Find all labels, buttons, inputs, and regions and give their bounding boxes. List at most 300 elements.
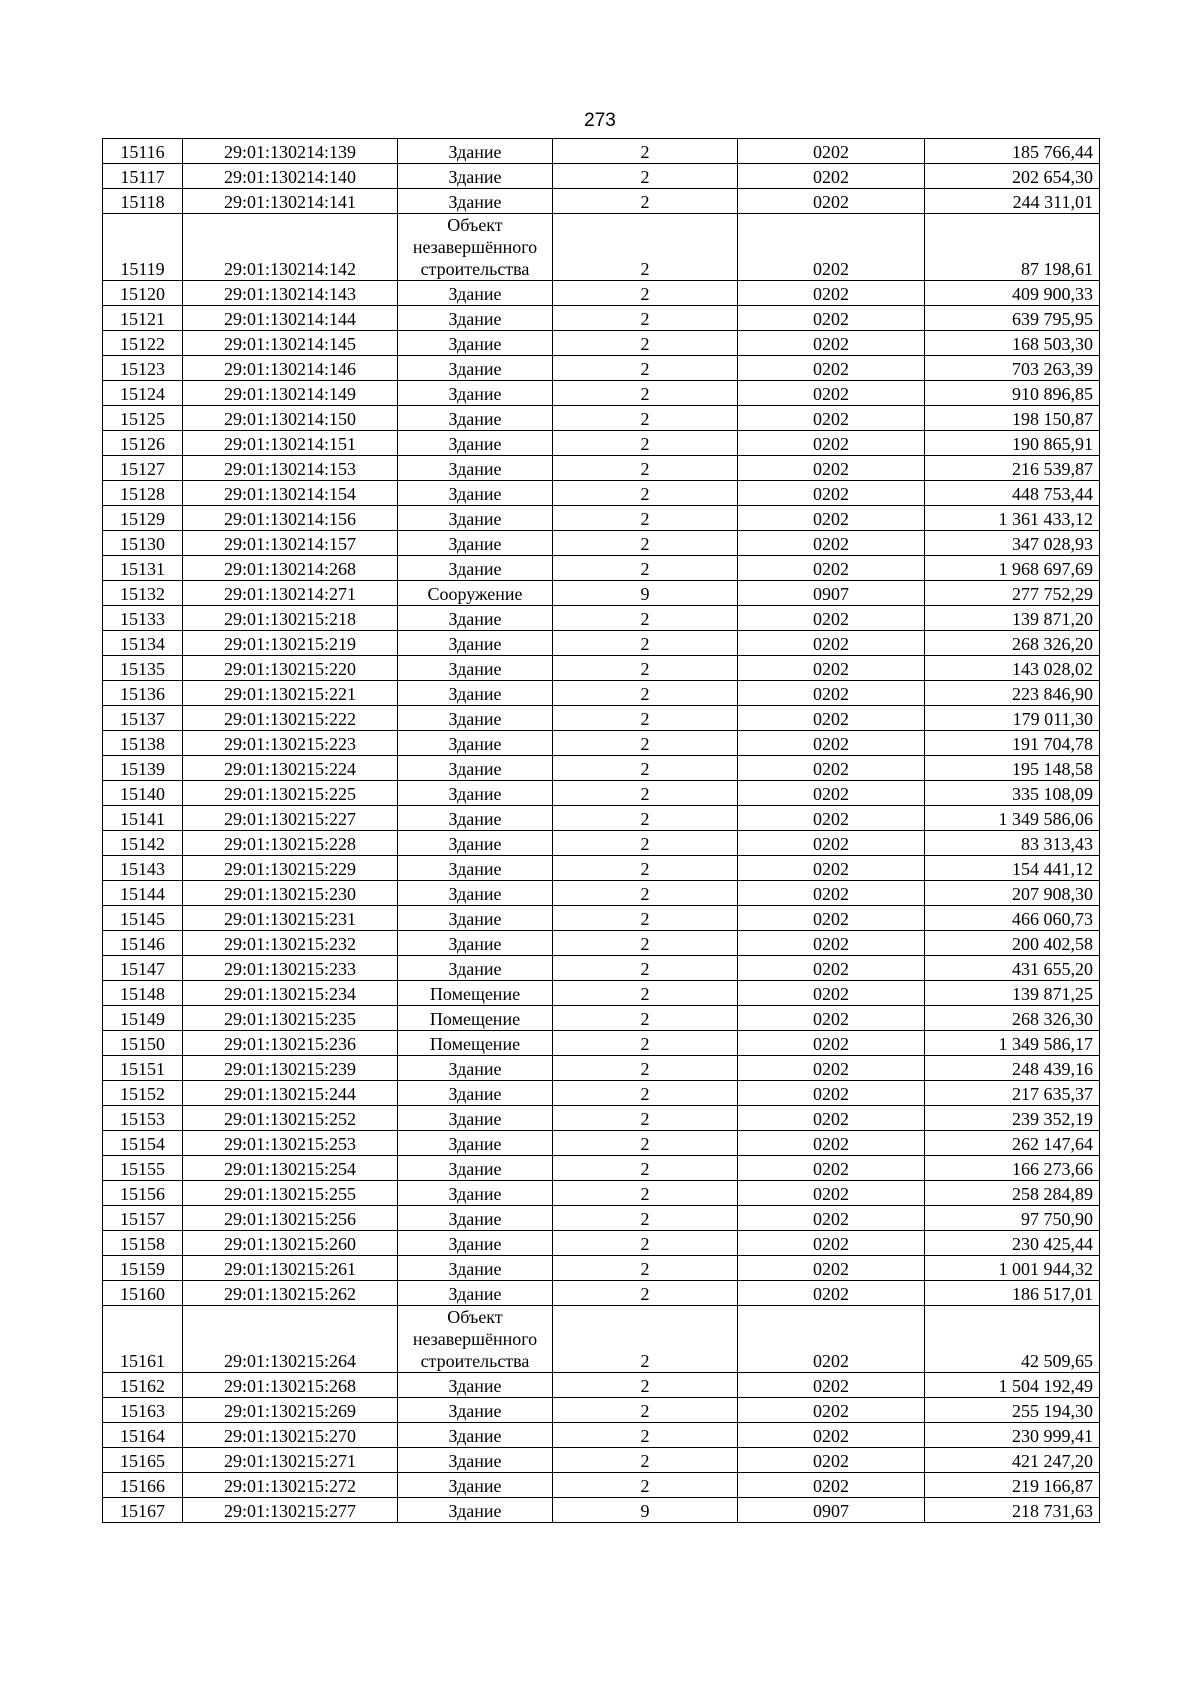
row-number: 15166 [103, 1473, 183, 1498]
object-type: Здание [398, 381, 553, 406]
cadastral-value: 248 439,16 [925, 1056, 1100, 1081]
cadastral-value: 42 509,65 [925, 1306, 1100, 1373]
subgroup-code: 0202 [738, 1131, 925, 1156]
cadastral-value: 431 655,20 [925, 956, 1100, 981]
cadastral-value: 1 968 697,69 [925, 556, 1100, 581]
table-row [103, 1448, 1100, 1473]
subgroup-code: 0202 [738, 556, 925, 581]
row-number: 15137 [103, 706, 183, 731]
cadastral-value: 219 166,87 [925, 1473, 1100, 1498]
object-type: Здание [398, 656, 553, 681]
table-row [103, 756, 1100, 781]
cadastral-number: 29:01:130215:252 [183, 1106, 398, 1131]
table-row [103, 1373, 1100, 1398]
subgroup-code: 0202 [738, 731, 925, 756]
row-number: 15161 [103, 1306, 183, 1373]
row-number: 15150 [103, 1031, 183, 1056]
cadastral-number: 29:01:130215:256 [183, 1206, 398, 1231]
row-number: 15149 [103, 1006, 183, 1031]
cadastral-number: 29:01:130214:145 [183, 331, 398, 356]
row-number: 15157 [103, 1206, 183, 1231]
table-row [103, 931, 1100, 956]
cadastral-value: 639 795,95 [925, 306, 1100, 331]
cadastral-value: 230 999,41 [925, 1423, 1100, 1448]
table-row [103, 556, 1100, 581]
row-number: 15151 [103, 1056, 183, 1081]
subgroup-code: 0202 [738, 1423, 925, 1448]
object-type: Здание [398, 1056, 553, 1081]
object-type: Здание [398, 431, 553, 456]
group-code: 2 [553, 456, 738, 481]
object-type: Здание [398, 356, 553, 381]
subgroup-code: 0202 [738, 1398, 925, 1423]
row-number: 15141 [103, 806, 183, 831]
cadastral-value: 97 750,90 [925, 1206, 1100, 1231]
group-code: 2 [553, 431, 738, 456]
subgroup-code: 0202 [738, 331, 925, 356]
table-row [103, 331, 1100, 356]
subgroup-code: 0202 [738, 406, 925, 431]
group-code: 2 [553, 931, 738, 956]
group-code: 2 [553, 1231, 738, 1256]
table-row [103, 431, 1100, 456]
object-type: Здание [398, 139, 553, 164]
group-code: 2 [553, 556, 738, 581]
table-body [103, 139, 1100, 1523]
row-number: 15167 [103, 1498, 183, 1523]
table-row [103, 1206, 1100, 1231]
row-number: 15156 [103, 1181, 183, 1206]
subgroup-code: 0202 [738, 656, 925, 681]
table-row [103, 1473, 1100, 1498]
subgroup-code: 0202 [738, 1448, 925, 1473]
row-number: 15140 [103, 781, 183, 806]
subgroup-code: 0907 [738, 581, 925, 606]
subgroup-code: 0202 [738, 1081, 925, 1106]
cadastral-value: 703 263,39 [925, 356, 1100, 381]
row-number: 15158 [103, 1231, 183, 1256]
table-row [103, 1281, 1100, 1306]
row-number: 15142 [103, 831, 183, 856]
subgroup-code: 0202 [738, 1031, 925, 1056]
row-number: 15165 [103, 1448, 183, 1473]
table-row [103, 956, 1100, 981]
group-code: 9 [553, 581, 738, 606]
cadastral-value: 139 871,20 [925, 606, 1100, 631]
cadastral-value: 168 503,30 [925, 331, 1100, 356]
group-code: 2 [553, 1423, 738, 1448]
cadastral-number: 29:01:130215:262 [183, 1281, 398, 1306]
row-number: 15153 [103, 1106, 183, 1131]
cadastral-number: 29:01:130215:239 [183, 1056, 398, 1081]
cadastral-number: 29:01:130215:225 [183, 781, 398, 806]
cadastral-number: 29:01:130215:253 [183, 1131, 398, 1156]
cadastral-number: 29:01:130214:143 [183, 281, 398, 306]
subgroup-code: 0202 [738, 1206, 925, 1231]
group-code: 2 [553, 1006, 738, 1031]
cadastral-number: 29:01:130214:268 [183, 556, 398, 581]
subgroup-code: 0202 [738, 806, 925, 831]
cadastral-number: 29:01:130214:151 [183, 431, 398, 456]
cadastral-number: 29:01:130215:271 [183, 1448, 398, 1473]
object-type: Здание [398, 1373, 553, 1398]
table-row [103, 1398, 1100, 1423]
table-row [103, 631, 1100, 656]
table-row [103, 681, 1100, 706]
table-row [103, 981, 1100, 1006]
subgroup-code: 0202 [738, 1373, 925, 1398]
row-number: 15132 [103, 581, 183, 606]
subgroup-code: 0202 [738, 164, 925, 189]
object-type: Помещение [398, 1006, 553, 1031]
cadastral-number: 29:01:130214:157 [183, 531, 398, 556]
object-type: Здание [398, 681, 553, 706]
subgroup-code: 0202 [738, 956, 925, 981]
object-type: Объект незавершённого строительства [398, 214, 553, 281]
row-number: 15144 [103, 881, 183, 906]
object-type: Здание [398, 281, 553, 306]
cadastral-value: 185 766,44 [925, 139, 1100, 164]
cadastral-value: 166 273,66 [925, 1156, 1100, 1181]
cadastral-number: 29:01:130214:271 [183, 581, 398, 606]
subgroup-code: 0202 [738, 981, 925, 1006]
object-type: Здание [398, 706, 553, 731]
cadastral-number: 29:01:130214:156 [183, 506, 398, 531]
cadastral-number: 29:01:130215:219 [183, 631, 398, 656]
table-row [103, 1231, 1100, 1256]
cadastral-number: 29:01:130215:218 [183, 606, 398, 631]
group-code: 2 [553, 831, 738, 856]
group-code: 2 [553, 706, 738, 731]
object-type: Здание [398, 831, 553, 856]
row-number: 15129 [103, 506, 183, 531]
cadastral-value: 223 846,90 [925, 681, 1100, 706]
row-number: 15116 [103, 139, 183, 164]
object-type: Здание [398, 1256, 553, 1281]
object-type: Здание [398, 481, 553, 506]
row-number: 15127 [103, 456, 183, 481]
table-row [103, 806, 1100, 831]
cadastral-number: 29:01:130215:223 [183, 731, 398, 756]
cadastral-number: 29:01:130215:220 [183, 656, 398, 681]
cadastral-number: 29:01:130214:150 [183, 406, 398, 431]
cadastral-value: 190 865,91 [925, 431, 1100, 456]
cadastral-number: 29:01:130215:255 [183, 1181, 398, 1206]
cadastral-number: 29:01:130215:268 [183, 1373, 398, 1398]
group-code: 2 [553, 281, 738, 306]
row-number: 15130 [103, 531, 183, 556]
group-code: 2 [553, 956, 738, 981]
cadastral-value: 1 349 586,06 [925, 806, 1100, 831]
table-row [103, 1423, 1100, 1448]
cadastral-number: 29:01:130214:140 [183, 164, 398, 189]
subgroup-code: 0202 [738, 1006, 925, 1031]
cadastral-value: 1 504 192,49 [925, 1373, 1100, 1398]
subgroup-code: 0202 [738, 1106, 925, 1131]
object-type: Здание [398, 1448, 553, 1473]
row-number: 15131 [103, 556, 183, 581]
cadastral-number: 29:01:130215:269 [183, 1398, 398, 1423]
page-number: 273 [584, 110, 616, 131]
cadastral-value: 200 402,58 [925, 931, 1100, 956]
table-row [103, 731, 1100, 756]
row-number: 15145 [103, 906, 183, 931]
cadastral-value: 277 752,29 [925, 581, 1100, 606]
row-number: 15143 [103, 856, 183, 881]
cadastral-number: 29:01:130215:227 [183, 806, 398, 831]
object-type: Здание [398, 1106, 553, 1131]
row-number: 15123 [103, 356, 183, 381]
subgroup-code: 0202 [738, 706, 925, 731]
subgroup-code: 0202 [738, 1256, 925, 1281]
cadastral-value: 186 517,01 [925, 1281, 1100, 1306]
group-code: 2 [553, 406, 738, 431]
cadastral-number: 29:01:130215:233 [183, 956, 398, 981]
group-code: 2 [553, 1156, 738, 1181]
subgroup-code: 0202 [738, 1056, 925, 1081]
object-type: Здание [398, 506, 553, 531]
group-code: 2 [553, 1106, 738, 1131]
table-row [103, 531, 1100, 556]
subgroup-code: 0202 [738, 456, 925, 481]
subgroup-code: 0202 [738, 1473, 925, 1498]
table-row [103, 1056, 1100, 1081]
object-type: Здание [398, 1398, 553, 1423]
object-type: Здание [398, 189, 553, 214]
object-type: Здание [398, 606, 553, 631]
cadastral-number: 29:01:130215:260 [183, 1231, 398, 1256]
subgroup-code: 0202 [738, 681, 925, 706]
group-code: 9 [553, 1498, 738, 1523]
group-code: 2 [553, 381, 738, 406]
cadastral-number: 29:01:130214:146 [183, 356, 398, 381]
cadastral-number: 29:01:130215:228 [183, 831, 398, 856]
cadastral-value: 262 147,64 [925, 1131, 1100, 1156]
group-code: 2 [553, 1206, 738, 1231]
cadastral-number: 29:01:130215:236 [183, 1031, 398, 1056]
subgroup-code: 0202 [738, 306, 925, 331]
cadastral-number: 29:01:130215:231 [183, 906, 398, 931]
row-number: 15136 [103, 681, 183, 706]
table-row [103, 1131, 1100, 1156]
subgroup-code: 0202 [738, 631, 925, 656]
cadastral-value: 448 753,44 [925, 481, 1100, 506]
group-code: 2 [553, 781, 738, 806]
cadastral-number: 29:01:130215:264 [183, 1306, 398, 1373]
cadastral-number: 29:01:130215:221 [183, 681, 398, 706]
row-number: 15138 [103, 731, 183, 756]
group-code: 2 [553, 656, 738, 681]
group-code: 2 [553, 1398, 738, 1423]
row-number: 15162 [103, 1373, 183, 1398]
object-type: Здание [398, 756, 553, 781]
group-code: 2 [553, 806, 738, 831]
row-number: 15147 [103, 956, 183, 981]
cadastral-number: 29:01:130215:222 [183, 706, 398, 731]
group-code: 2 [553, 731, 738, 756]
table-row [103, 139, 1100, 164]
cadastral-number: 29:01:130215:234 [183, 981, 398, 1006]
cadastral-value: 139 871,25 [925, 981, 1100, 1006]
subgroup-code: 0202 [738, 1281, 925, 1306]
object-type: Здание [398, 1131, 553, 1156]
cadastral-value: 198 150,87 [925, 406, 1100, 431]
object-type: Здание [398, 531, 553, 556]
table-row [103, 306, 1100, 331]
object-type: Здание [398, 781, 553, 806]
table-row [103, 214, 1100, 281]
cadastral-value: 347 028,93 [925, 531, 1100, 556]
group-code: 2 [553, 1256, 738, 1281]
row-number: 15133 [103, 606, 183, 631]
table-row [103, 406, 1100, 431]
group-code: 2 [553, 1131, 738, 1156]
table-row [103, 706, 1100, 731]
object-type: Здание [398, 1231, 553, 1256]
cadastral-value: 268 326,30 [925, 1006, 1100, 1031]
subgroup-code: 0202 [738, 139, 925, 164]
table-row [103, 581, 1100, 606]
object-type: Здание [398, 1081, 553, 1106]
table-row [103, 856, 1100, 881]
group-code: 2 [553, 1056, 738, 1081]
cadastral-value: 244 311,01 [925, 189, 1100, 214]
cadastral-value: 179 011,30 [925, 706, 1100, 731]
row-number: 15126 [103, 431, 183, 456]
cadastral-value: 1 001 944,32 [925, 1256, 1100, 1281]
table-row [103, 831, 1100, 856]
cadastral-value: 83 313,43 [925, 831, 1100, 856]
cadastral-value-table [102, 138, 1100, 1523]
cadastral-value: 409 900,33 [925, 281, 1100, 306]
cadastral-value: 202 654,30 [925, 164, 1100, 189]
cadastral-value: 268 326,20 [925, 631, 1100, 656]
table-row [103, 1256, 1100, 1281]
row-number: 15160 [103, 1281, 183, 1306]
table-row [103, 1306, 1100, 1373]
group-code: 2 [553, 506, 738, 531]
cadastral-value: 335 108,09 [925, 781, 1100, 806]
cadastral-number: 29:01:130214:141 [183, 189, 398, 214]
row-number: 15148 [103, 981, 183, 1006]
subgroup-code: 0907 [738, 1498, 925, 1523]
group-code: 2 [553, 881, 738, 906]
table-row [103, 881, 1100, 906]
object-type: Здание [398, 1473, 553, 1498]
cadastral-value: 143 028,02 [925, 656, 1100, 681]
row-number: 15163 [103, 1398, 183, 1423]
object-type: Здание [398, 164, 553, 189]
cadastral-number: 29:01:130215:232 [183, 931, 398, 956]
object-type: Здание [398, 1156, 553, 1181]
group-code: 2 [553, 1281, 738, 1306]
object-type: Помещение [398, 981, 553, 1006]
object-type: Здание [398, 456, 553, 481]
group-code: 2 [553, 164, 738, 189]
row-number: 15152 [103, 1081, 183, 1106]
subgroup-code: 0202 [738, 189, 925, 214]
group-code: 2 [553, 631, 738, 656]
object-type: Здание [398, 806, 553, 831]
table-row [103, 1031, 1100, 1056]
cadastral-number: 29:01:130214:149 [183, 381, 398, 406]
cadastral-value: 195 148,58 [925, 756, 1100, 781]
object-type: Здание [398, 631, 553, 656]
table-row [103, 381, 1100, 406]
cadastral-number: 29:01:130215:254 [183, 1156, 398, 1181]
group-code: 2 [553, 1373, 738, 1398]
subgroup-code: 0202 [738, 931, 925, 956]
group-code: 2 [553, 331, 738, 356]
table-row [103, 356, 1100, 381]
cadastral-value: 154 441,12 [925, 856, 1100, 881]
table-row [103, 1156, 1100, 1181]
cadastral-number: 29:01:130214:139 [183, 139, 398, 164]
cadastral-value: 191 704,78 [925, 731, 1100, 756]
group-code: 2 [553, 1031, 738, 1056]
table-row [103, 1498, 1100, 1523]
cadastral-value: 207 908,30 [925, 881, 1100, 906]
cadastral-number: 29:01:130214:144 [183, 306, 398, 331]
subgroup-code: 0202 [738, 214, 925, 281]
object-type: Здание [398, 1498, 553, 1523]
row-number: 15120 [103, 281, 183, 306]
row-number: 15155 [103, 1156, 183, 1181]
subgroup-code: 0202 [738, 881, 925, 906]
table-row [103, 481, 1100, 506]
group-code: 2 [553, 306, 738, 331]
cadastral-number: 29:01:130215:244 [183, 1081, 398, 1106]
row-number: 15119 [103, 214, 183, 281]
group-code: 2 [553, 1306, 738, 1373]
subgroup-code: 0202 [738, 856, 925, 881]
cadastral-number: 29:01:130214:154 [183, 481, 398, 506]
object-type: Здание [398, 556, 553, 581]
object-type: Объект незавершённого строительства [398, 1306, 553, 1373]
table-row [103, 281, 1100, 306]
object-type: Здание [398, 881, 553, 906]
object-type: Здание [398, 956, 553, 981]
cadastral-value: 255 194,30 [925, 1398, 1100, 1423]
cadastral-value: 239 352,19 [925, 1106, 1100, 1131]
row-number: 15164 [103, 1423, 183, 1448]
row-number: 15128 [103, 481, 183, 506]
table-row [103, 506, 1100, 531]
cadastral-number: 29:01:130214:153 [183, 456, 398, 481]
subgroup-code: 0202 [738, 1306, 925, 1373]
subgroup-code: 0202 [738, 1181, 925, 1206]
group-code: 2 [553, 1448, 738, 1473]
cadastral-value: 216 539,87 [925, 456, 1100, 481]
group-code: 2 [553, 981, 738, 1006]
group-code: 2 [553, 531, 738, 556]
row-number: 15154 [103, 1131, 183, 1156]
object-type: Здание [398, 306, 553, 331]
cadastral-number: 29:01:130215:272 [183, 1473, 398, 1498]
cadastral-value: 1 361 433,12 [925, 506, 1100, 531]
subgroup-code: 0202 [738, 1156, 925, 1181]
table-row [103, 189, 1100, 214]
group-code: 2 [553, 214, 738, 281]
object-type: Здание [398, 1206, 553, 1231]
cadastral-number: 29:01:130215:261 [183, 1256, 398, 1281]
table-row [103, 1006, 1100, 1031]
row-number: 15117 [103, 164, 183, 189]
cadastral-value: 1 349 586,17 [925, 1031, 1100, 1056]
object-type: Здание [398, 331, 553, 356]
row-number: 15139 [103, 756, 183, 781]
cadastral-number: 29:01:130215:277 [183, 1498, 398, 1523]
